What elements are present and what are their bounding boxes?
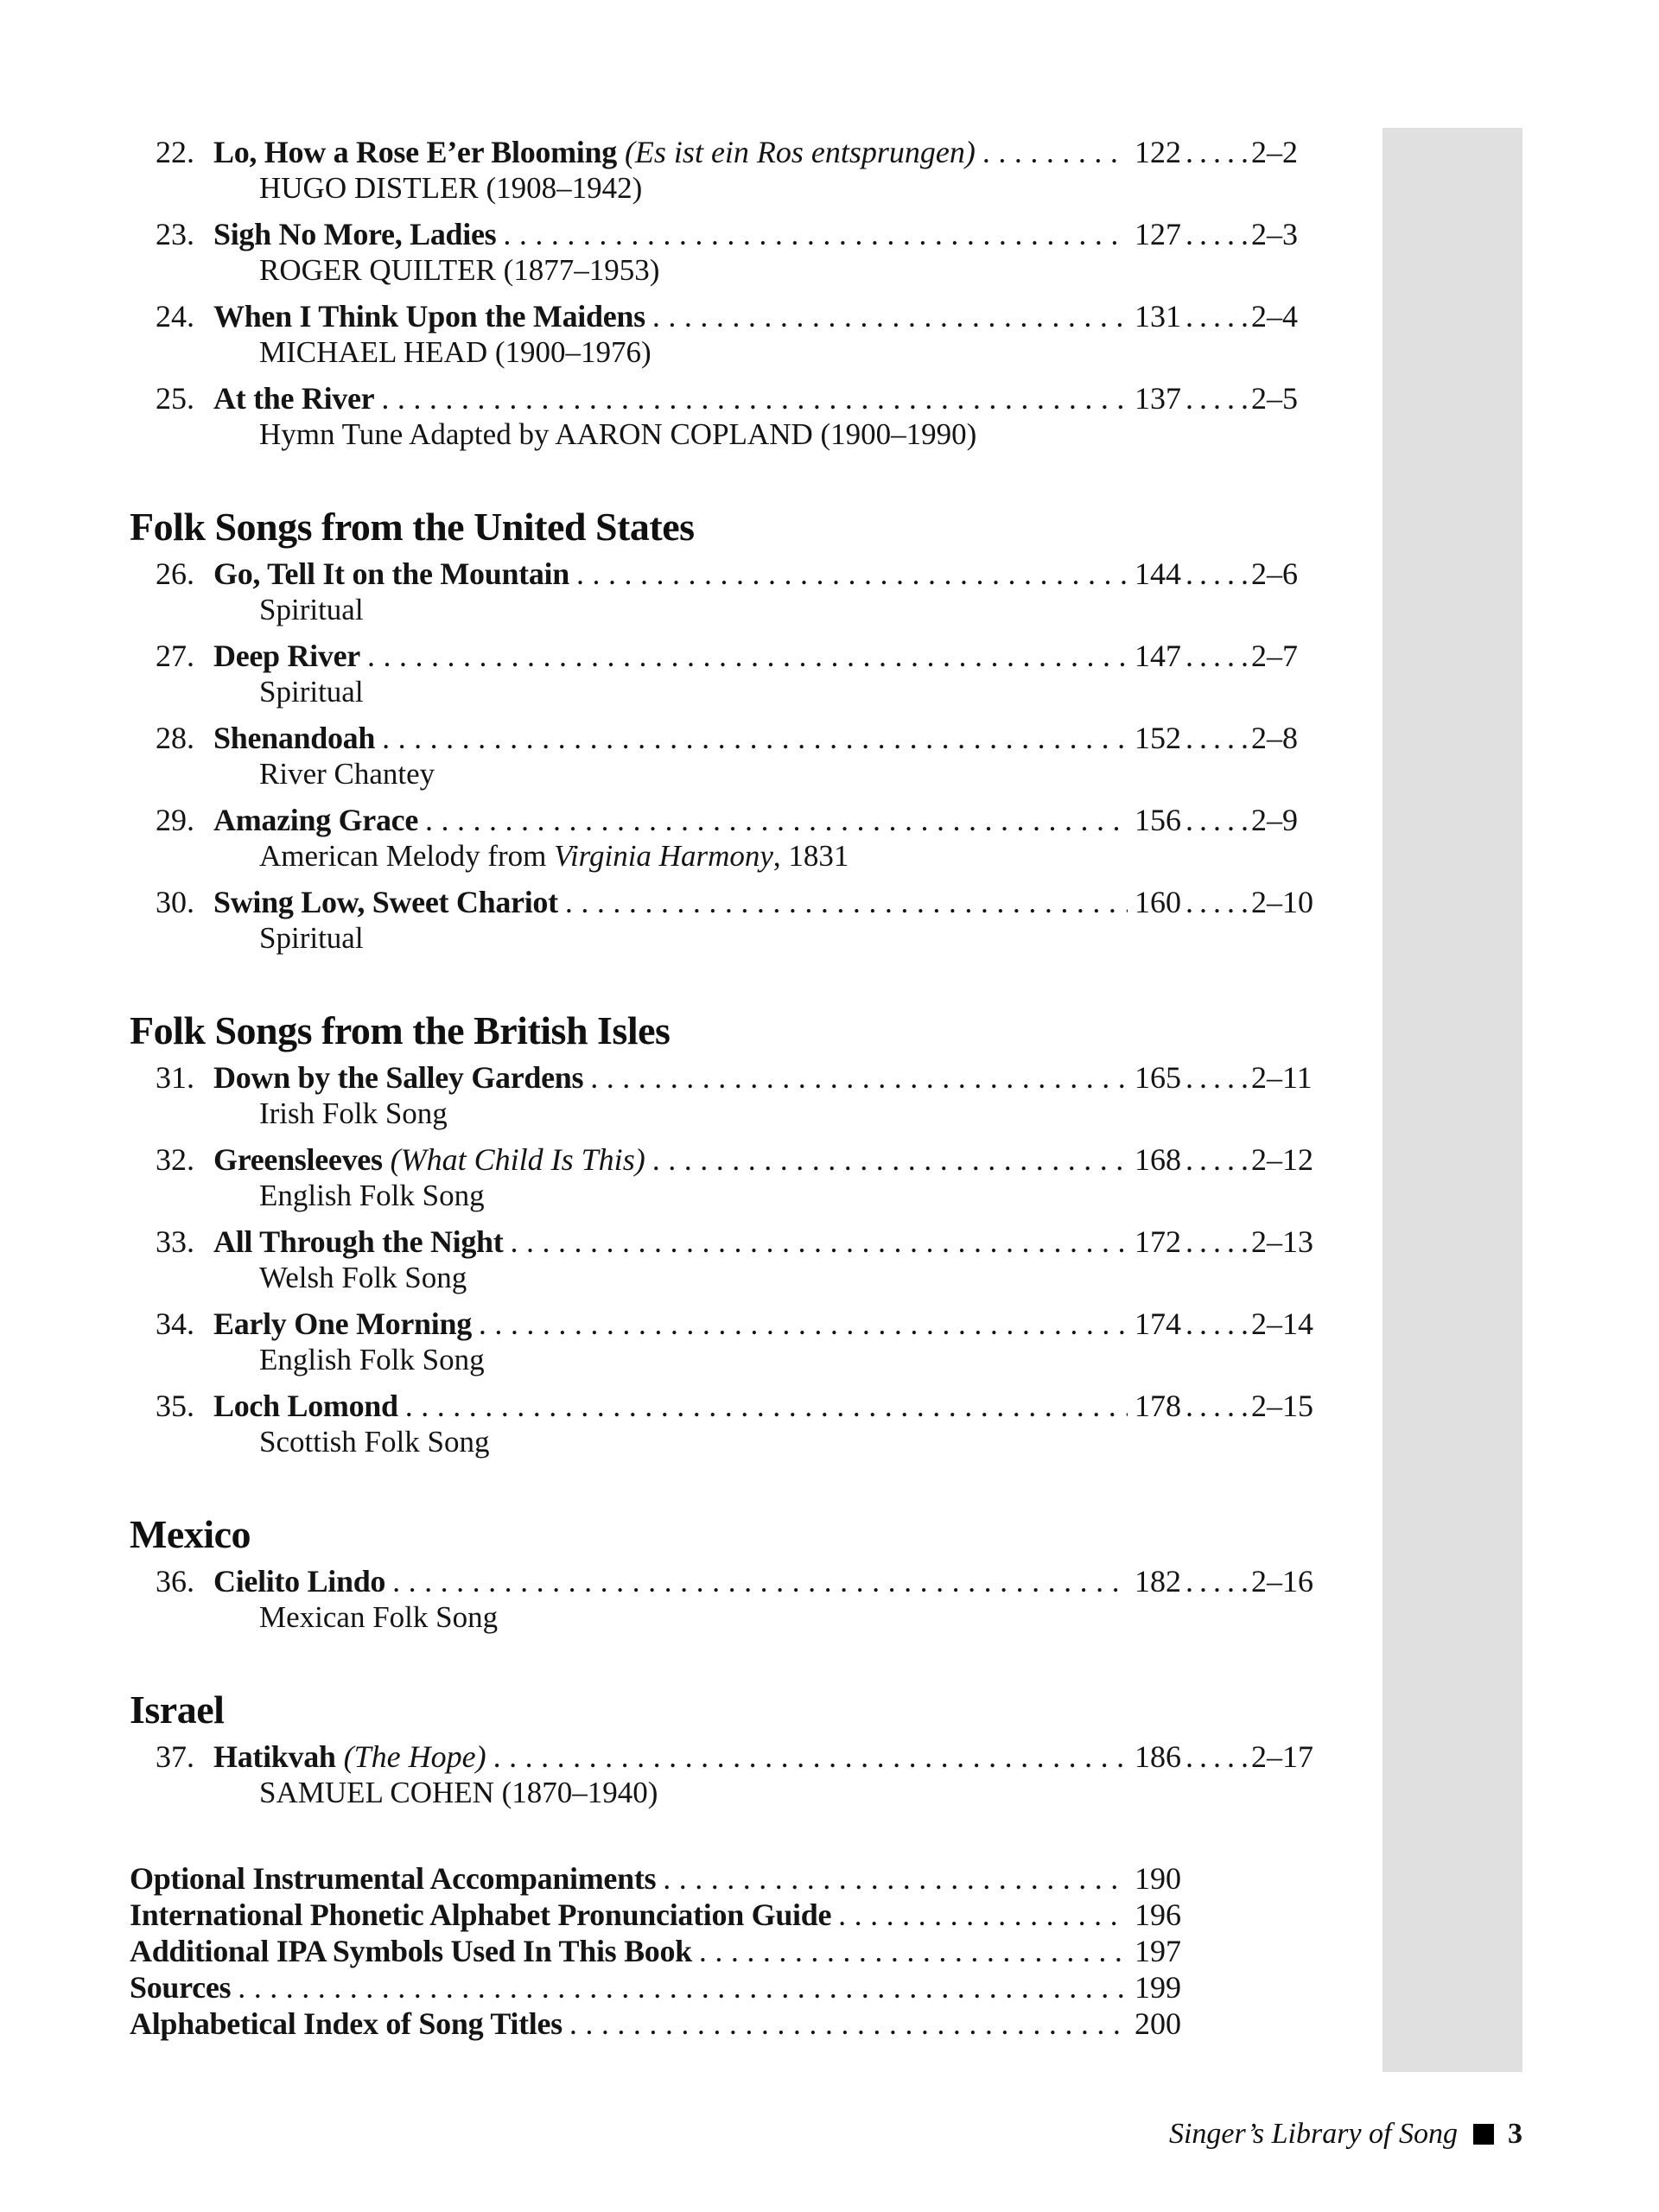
entry-page-number: 186 — [1135, 1739, 1181, 1774]
dot-leader — [238, 1969, 1128, 2005]
page-footer — [1169, 2114, 1522, 2154]
right-margin-gray-bar — [1382, 128, 1522, 2072]
dot-leader — [565, 884, 1128, 920]
entry-title-row — [130, 216, 1317, 252]
entry-attribution-row — [130, 1260, 1317, 1296]
entry-title: All Through the Night — [213, 1224, 504, 1259]
entry-attribution-italic: Virginia Harmony — [554, 839, 773, 873]
entry-attribution-row — [130, 252, 1317, 289]
dot-leader — [982, 134, 1128, 170]
dot-leader-short — [1181, 638, 1251, 674]
entry-attribution: River Chantey — [259, 757, 435, 791]
entry-title-row — [130, 720, 1317, 756]
entry-page-number: 144 — [1135, 556, 1181, 591]
entry-number: 37. — [156, 1739, 194, 1774]
entry-page-number: 174 — [1135, 1306, 1181, 1341]
dot-leader-short — [1181, 1563, 1251, 1599]
entry-number: 29. — [156, 803, 194, 837]
entry-cd-track-number: 2–17 — [1251, 1739, 1313, 1774]
entry-title: When I Think Upon the Maidens — [213, 299, 645, 334]
dot-leader — [838, 1897, 1128, 1933]
entry-attribution-row — [130, 1775, 1317, 1811]
entry-title-row — [130, 1059, 1317, 1096]
entry-attribution: MICHAEL HEAD (1900–1976) — [259, 335, 652, 369]
entry-cd-track-number: 2–11 — [1251, 1060, 1313, 1095]
dot-leader-short — [1181, 1224, 1251, 1260]
entry-attribution: English Folk Song — [259, 1179, 485, 1212]
dot-leader — [382, 720, 1128, 756]
dot-leader-short — [1181, 1738, 1251, 1775]
back-matter-row — [130, 2005, 1317, 2042]
entry-cd-track-number: 2–13 — [1251, 1224, 1313, 1259]
toc — [130, 0, 1317, 2042]
dot-leader-short — [1181, 556, 1251, 592]
toc-entry — [130, 298, 1317, 380]
entry-attribution-row — [130, 756, 1317, 792]
entry-title-row — [130, 638, 1317, 674]
entry-page-number: 182 — [1135, 1564, 1181, 1599]
entry-title-row — [130, 1141, 1317, 1178]
back-matter-row — [130, 1933, 1317, 1969]
entry-title: Shenandoah — [213, 721, 376, 755]
entry-title-translation: (What Child Is This) — [390, 1142, 645, 1177]
entry-title: At the River — [213, 381, 375, 416]
entry-attribution: American Melody from — [259, 839, 555, 873]
toc-entry — [130, 1141, 1317, 1224]
toc-entry — [130, 380, 1317, 462]
dot-leader — [381, 380, 1128, 416]
back-matter-page-number: 196 — [1135, 1897, 1181, 1932]
entry-number: 22. — [156, 135, 194, 169]
dot-leader — [367, 638, 1128, 674]
entry-title: Loch Lomond — [213, 1389, 398, 1423]
entry-title: Lo, How a Rose E’er Blooming — [213, 135, 617, 169]
dot-leader — [652, 298, 1128, 334]
entry-attribution: English Folk Song — [259, 1343, 485, 1376]
entry-number: 31. — [156, 1060, 194, 1095]
back-matter-label: International Phonetic Alphabet Pronunciation Guide — [130, 1897, 832, 1932]
entry-cd-track-number: 2–3 — [1251, 217, 1298, 251]
dot-leader-short — [1181, 134, 1251, 170]
entry-page-number: 147 — [1135, 639, 1181, 673]
section-heading: Israel — [130, 1688, 225, 1732]
entry-page-number: 131 — [1135, 299, 1181, 334]
entry-attribution-row — [130, 1599, 1317, 1636]
toc-entry — [130, 1224, 1317, 1306]
entry-attribution-row — [130, 1096, 1317, 1132]
entry-title-row — [130, 1306, 1317, 1342]
dot-leader-short — [1181, 1388, 1251, 1424]
toc-entry — [130, 1388, 1317, 1470]
entry-number: 27. — [156, 639, 194, 673]
toc-entry — [130, 638, 1317, 720]
entry-attribution-row — [130, 674, 1317, 710]
toc-entry — [130, 1563, 1317, 1645]
entry-page-number: 160 — [1135, 885, 1181, 919]
dot-leader-short — [1181, 884, 1251, 920]
toc-entry — [130, 556, 1317, 638]
entry-attribution-suffix: , 1831 — [772, 839, 849, 873]
dot-leader-short — [1181, 1141, 1251, 1178]
dot-leader — [652, 1141, 1128, 1178]
entry-page-number: 137 — [1135, 381, 1181, 416]
entry-cd-track-number: 2–10 — [1251, 885, 1313, 919]
entry-cd-track-number: 2–2 — [1251, 135, 1298, 169]
entry-title-row — [130, 1738, 1317, 1775]
dot-leader — [479, 1306, 1128, 1342]
back-matter-label: Optional Instrumental Accompaniments — [130, 1861, 657, 1896]
dot-leader-short — [1181, 720, 1251, 756]
entry-attribution: SAMUEL COHEN (1870–1940) — [259, 1776, 658, 1809]
dot-leader — [569, 2005, 1128, 2042]
entry-attribution: Spiritual — [259, 593, 364, 626]
back-matter-page-number: 199 — [1135, 1970, 1181, 2005]
entry-cd-track-number: 2–9 — [1251, 803, 1298, 837]
dot-leader-short — [1181, 216, 1251, 252]
dot-leader-short — [1181, 1306, 1251, 1342]
entry-page-number: 178 — [1135, 1389, 1181, 1423]
toc-entry — [130, 134, 1317, 216]
entry-title: Cielito Lindo — [213, 1564, 386, 1599]
entry-title: Hatikvah — [213, 1739, 336, 1774]
entry-number: 32. — [156, 1142, 194, 1177]
entry-number: 36. — [156, 1564, 194, 1599]
toc-entry — [130, 1738, 1317, 1821]
entry-title-row — [130, 298, 1317, 334]
dot-leader — [493, 1738, 1128, 1775]
toc-entry — [130, 216, 1317, 298]
footer-book-title: Singer’s Library of Song — [1168, 2118, 1458, 2150]
dot-leader — [510, 1224, 1128, 1260]
entry-title-row — [130, 556, 1317, 592]
back-matter — [130, 1860, 1317, 2042]
footer-square-icon — [1473, 2124, 1494, 2145]
entry-title: Amazing Grace — [213, 803, 419, 837]
section-heading: Mexico — [130, 1512, 251, 1556]
dot-leader — [503, 216, 1128, 252]
back-matter-label: Additional IPA Symbols Used In This Book — [130, 1934, 692, 1968]
entry-attribution: Spiritual — [259, 921, 364, 955]
dot-leader — [576, 556, 1128, 592]
entry-cd-track-number: 2–14 — [1251, 1306, 1313, 1341]
entry-attribution-row — [130, 1342, 1317, 1378]
back-matter-page-number: 197 — [1135, 1934, 1181, 1968]
entry-title-row — [130, 802, 1317, 838]
entry-cd-track-number: 2–16 — [1251, 1564, 1313, 1599]
entry-page-number: 172 — [1135, 1224, 1181, 1259]
entry-attribution: Hymn Tune Adapted by AARON COPLAND (1900–1990) — [259, 417, 977, 451]
entry-title: Deep River — [213, 639, 360, 673]
entry-title: Down by the Salley Gardens — [213, 1060, 584, 1095]
entry-number: 24. — [156, 299, 194, 334]
entry-title-row — [130, 380, 1317, 416]
entry-cd-track-number: 2–15 — [1251, 1389, 1313, 1423]
entry-number: 28. — [156, 721, 194, 755]
entry-number: 35. — [156, 1389, 194, 1423]
footer-page-number: 3 — [1508, 2118, 1522, 2150]
entry-title-row — [130, 1563, 1317, 1599]
dot-leader-short — [1181, 802, 1251, 838]
toc-entry — [130, 802, 1317, 884]
section-heading: Folk Songs from the United States — [130, 505, 695, 549]
entry-number: 30. — [156, 885, 194, 919]
entry-cd-track-number: 2–4 — [1251, 299, 1298, 334]
toc-entry — [130, 720, 1317, 802]
entry-attribution-row — [130, 170, 1317, 207]
entry-page-number: 156 — [1135, 803, 1181, 837]
entry-number: 23. — [156, 217, 194, 251]
entry-cd-track-number: 2–8 — [1251, 721, 1298, 755]
entry-attribution-row — [130, 592, 1317, 628]
entry-title-translation: (Es ist ein Ros entsprungen) — [624, 135, 976, 169]
toc-entry — [130, 1306, 1317, 1388]
back-matter-page-number: 200 — [1135, 2006, 1181, 2041]
toc-entry — [130, 1059, 1317, 1141]
dot-leader-short — [1181, 380, 1251, 416]
entry-title: Early One Morning — [213, 1306, 472, 1341]
entry-attribution: ROGER QUILTER (1877–1953) — [259, 253, 660, 287]
entry-attribution-row — [130, 1178, 1317, 1214]
entry-attribution-row — [130, 920, 1317, 957]
dot-leader-short — [1181, 1059, 1251, 1096]
entry-title: Go, Tell It on the Mountain — [213, 556, 569, 591]
back-matter-row — [130, 1969, 1317, 2005]
entry-page-number: 165 — [1135, 1060, 1181, 1095]
entry-title-row — [130, 884, 1317, 920]
entry-title-row — [130, 134, 1317, 170]
entry-number: 25. — [156, 381, 194, 416]
back-matter-page-number: 190 — [1135, 1861, 1181, 1896]
dot-leader-short — [1181, 298, 1251, 334]
back-matter-label: Sources — [130, 1970, 232, 2005]
dot-leader — [425, 802, 1128, 838]
section-heading: Folk Songs from the British Isles — [130, 1008, 671, 1052]
entry-cd-track-number: 2–5 — [1251, 381, 1298, 416]
entry-attribution: Irish Folk Song — [259, 1096, 448, 1130]
entry-number: 26. — [156, 556, 194, 591]
entry-attribution: Scottish Folk Song — [259, 1425, 490, 1459]
back-matter-label: Alphabetical Index of Song Titles — [130, 2006, 563, 2041]
entry-title-row — [130, 1224, 1317, 1260]
dot-leader — [590, 1059, 1128, 1096]
entry-page-number: 152 — [1135, 721, 1181, 755]
entry-attribution-row — [130, 334, 1317, 371]
entry-cd-track-number: 2–6 — [1251, 556, 1298, 591]
entry-cd-track-number: 2–7 — [1251, 639, 1298, 673]
entry-title-translation: (The Hope) — [343, 1739, 486, 1774]
toc-entry — [130, 884, 1317, 966]
entry-number: 34. — [156, 1306, 194, 1341]
entry-attribution: HUGO DISTLER (1908–1942) — [259, 171, 643, 205]
entry-attribution: Mexican Folk Song — [259, 1600, 499, 1634]
entry-attribution-row — [130, 416, 1317, 453]
dot-leader — [663, 1860, 1128, 1897]
back-matter-row — [130, 1897, 1317, 1933]
entry-cd-track-number: 2–12 — [1251, 1142, 1313, 1177]
entry-page-number: 122 — [1135, 135, 1181, 169]
back-matter-row — [130, 1860, 1317, 1897]
entry-attribution-row — [130, 838, 1317, 874]
dot-leader — [699, 1933, 1128, 1969]
entry-number: 33. — [156, 1224, 194, 1259]
entry-page-number: 127 — [1135, 217, 1181, 251]
entry-attribution-row — [130, 1424, 1317, 1460]
entry-title: Sigh No More, Ladies — [213, 217, 497, 251]
entry-title: Greensleeves — [213, 1142, 383, 1177]
entry-page-number: 168 — [1135, 1142, 1181, 1177]
entry-title: Swing Low, Sweet Chariot — [213, 885, 558, 919]
dot-leader — [392, 1563, 1128, 1599]
dot-leader — [405, 1388, 1128, 1424]
entry-attribution: Welsh Folk Song — [259, 1261, 467, 1294]
entry-attribution: Spiritual — [259, 675, 364, 709]
entry-title-row — [130, 1388, 1317, 1424]
